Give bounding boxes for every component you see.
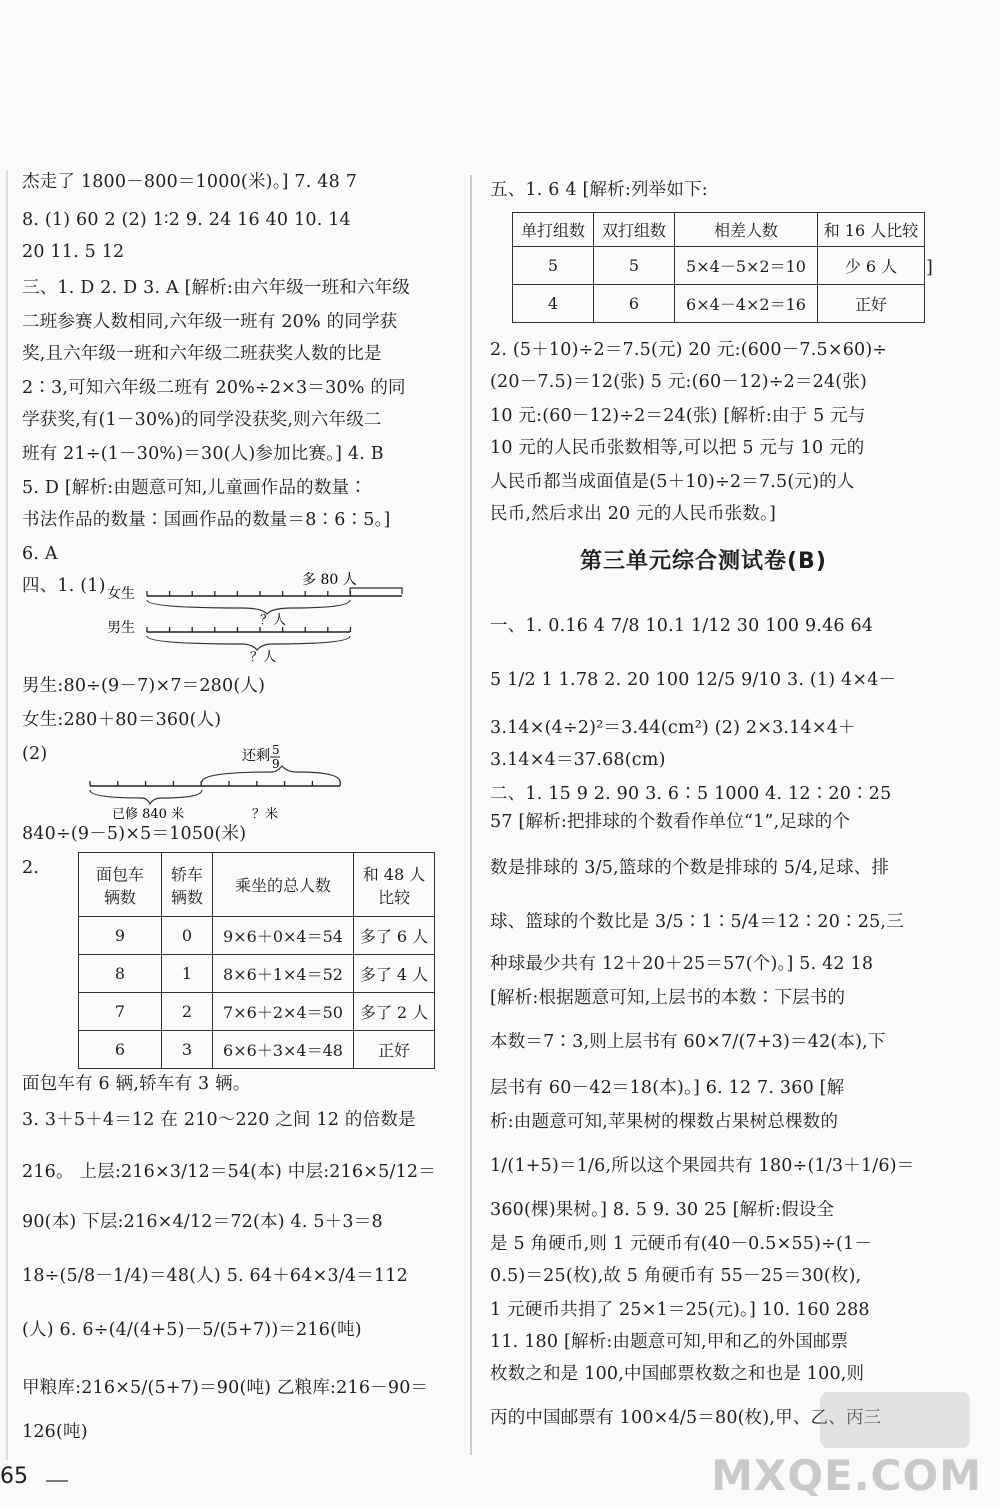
page-number-rule bbox=[46, 1480, 68, 1482]
bracket-close: ] bbox=[926, 258, 934, 278]
text-line: 10 元:(60－12)÷2＝24(张) [解析:由于 5 元与 bbox=[490, 406, 866, 426]
table-header: 和 48 人 比较 bbox=[354, 853, 435, 917]
page-number: 65 bbox=[0, 1464, 28, 1489]
diagram-label: ？米 bbox=[252, 807, 279, 822]
text-line: 3.14×4＝37.68(cm) bbox=[490, 750, 666, 770]
text-line: 2. bbox=[22, 858, 40, 878]
diagram-label: 男生 bbox=[107, 620, 135, 636]
table-header: 面包车 辆数 bbox=[79, 853, 162, 917]
team-table bbox=[512, 212, 925, 323]
text-line: 11. 180 [解析:由题意可知,甲和乙的外国邮票 bbox=[490, 1332, 849, 1352]
binding-edge bbox=[6, 170, 8, 1460]
text-line: 360(棵)果树。] 8. 5 9. 30 25 [解析:假设全 bbox=[490, 1200, 835, 1220]
text-line: 女生:280＋80＝360(人) bbox=[22, 710, 222, 730]
section-heading: 第三单元综合测试卷(B) bbox=[580, 549, 827, 574]
table-row: 9 0 9×6＋0×4＝54 多了 6 人 bbox=[79, 917, 435, 955]
text-line: 奖,且六年级一班和六年级二班获奖人数的比是 bbox=[22, 344, 382, 364]
text-line: 书法作品的数量∶国画作品的数量＝8∶6∶5。] bbox=[22, 510, 391, 530]
text-line: 1 元硬币共捐了 25×1＝25(元)。] 10. 160 288 bbox=[490, 1300, 870, 1320]
text-line: 6. A bbox=[22, 544, 58, 564]
text-line: 数是排球的 3/5,篮球的个数是排球的 5/4,足球、排 bbox=[490, 858, 890, 878]
watermark: MXQE.COM bbox=[711, 1451, 982, 1500]
table-row: 7 2 7×6＋2×4＝50 多了 2 人 bbox=[79, 993, 435, 1031]
text-line: 民币,然后求出 20 元的人民币张数。] bbox=[490, 504, 777, 524]
text-line: [解析:根据题意可知,上层书的本数∶下层书的 bbox=[490, 988, 846, 1008]
table-row: 8 1 8×6＋1×4＝52 多了 4 人 bbox=[79, 955, 435, 993]
text-line: 3. 3＋5＋4＝12 在 210～220 之间 12 的倍数是 bbox=[22, 1110, 416, 1130]
table-row: 5 5 5×4－5×2＝10 少 6 人 bbox=[513, 247, 925, 285]
table-row: 单打组数 双打组数 相差人数 和 16 人比较 bbox=[513, 213, 925, 247]
watermark-badge bbox=[820, 1392, 970, 1448]
text-line: 球、篮球的个数比是 3/5∶1∶5/4＝12∶20∶25,三 bbox=[490, 912, 904, 932]
text-line: 一、1. 0.16 4 7/8 10.1 1/12 30 100 9.46 64 bbox=[490, 616, 874, 636]
diagram-label: ？人 bbox=[260, 613, 287, 628]
text-line: 学获奖,有(1－30%)的同学没获奖,则六年级二 bbox=[22, 410, 382, 430]
table-row: 6 3 6×6＋3×4＝48 正好 bbox=[79, 1031, 435, 1069]
text-line: 126(吨) bbox=[22, 1422, 88, 1442]
diagram-label: 已修 840 米 bbox=[112, 807, 185, 822]
text-line: 5. D [解析:由题意可知,儿童画作品的数量∶ bbox=[22, 478, 367, 498]
column-divider bbox=[470, 175, 472, 1455]
table-row: 4 6 6×4－4×2＝16 正好 bbox=[513, 285, 925, 323]
text-line: 2∶3,可知六年级二班有 20%÷2×3＝30% 的同 bbox=[22, 378, 406, 398]
text-line: 层书有 60－42＝18(本)。] 6. 12 7. 360 [解 bbox=[490, 1078, 845, 1098]
text-line: 5 1/2 1 1.78 2. 20 100 12/5 9/10 3. (1) 4×4－ bbox=[490, 670, 897, 690]
text-line: 8. (1) 60 2 (2) 1∶2 9. 24 16 40 10. 14 bbox=[22, 210, 351, 230]
text-line: 57 [解析:把排球的个数看作单位“1”,足球的个 bbox=[490, 812, 851, 832]
text-line: 1/(1+5)＝1/6,所以这个果园共有 180÷(1/3＋1/6)＝ bbox=[490, 1156, 915, 1176]
diagram-label: 还剩 bbox=[242, 748, 270, 764]
text-line: 析:由题意可知,苹果树的棵数占果树总棵数的 bbox=[490, 1112, 839, 1132]
diagram-label: ？人 bbox=[250, 650, 277, 665]
text-line: 班有 21÷(1－30%)＝30(人)参加比赛。] 4. B bbox=[22, 444, 384, 464]
vehicle-table bbox=[78, 852, 435, 1069]
table-header: 乘坐的总人数 bbox=[213, 853, 354, 917]
text-line: 3.14×(4÷2)²＝3.44(cm²) (2) 2×3.14×4＋ bbox=[490, 718, 856, 738]
text-line: 本数＝7∶3,则上层书有 60×7/(7+3)＝42(本),下 bbox=[490, 1032, 886, 1052]
text-line: 四、1. (1) bbox=[22, 576, 106, 596]
segment-diagram-2 bbox=[82, 740, 402, 822]
diagram-label: 5 bbox=[272, 743, 280, 757]
text-line: 20 11. 5 12 bbox=[22, 242, 125, 262]
text-line: 是 5 角硬币,则 1 元硬币有(40－0.5×55)÷(1－ bbox=[490, 1234, 873, 1254]
text-line: 10 元的人民币张数相等,可以把 5 元与 10 元的 bbox=[490, 438, 865, 458]
text-line: 三、1. D 2. D 3. A [解析:由六年级一班和六年级 bbox=[22, 278, 411, 298]
text-line: (20－7.5)＝12(张) 5 元:(60－12)÷2＝24(张) bbox=[490, 372, 868, 392]
text-line: 丙的中国邮票有 100×4/5＝80(枚),甲、乙、丙三 bbox=[490, 1408, 882, 1428]
diagram-label: 多 80 人 bbox=[302, 572, 357, 588]
text-line: 枚数之和是 100,中国邮票枚数之和也是 100,则 bbox=[490, 1364, 865, 1384]
text-line: 种球最少共有 12＋20＋25＝57(个)。] 5. 42 18 bbox=[490, 954, 874, 974]
text-line: 二班参赛人数相同,六年级一班有 20% 的同学获 bbox=[22, 312, 398, 332]
text-line: 90(本) 下层:216×4/12＝72(本) 4. 5＋3＝8 bbox=[22, 1212, 383, 1232]
text-line: 甲粮库:216×5/(5+7)＝90(吨) 乙粮库:216－90＝ bbox=[22, 1378, 429, 1398]
text-line: (2) bbox=[22, 744, 48, 764]
text-line: 2. (5＋10)÷2＝7.5(元) 20 元:(600－7.5×60)÷ bbox=[490, 340, 888, 360]
text-line: 杰走了 1800－800＝1000(米)。] 7. 48 7 bbox=[22, 172, 358, 192]
table-header: 轿车 辆数 bbox=[162, 853, 213, 917]
text-line: 面包车有 6 辆,轿车有 3 辆。 bbox=[22, 1074, 251, 1094]
text-line: 840÷(9－5)×5＝1050(米) bbox=[22, 824, 247, 844]
text-line: 男生:80÷(9－7)×7＝280(人) bbox=[22, 676, 266, 696]
segment-diagram-1 bbox=[92, 566, 422, 666]
text-line: 二、1. 15 9 2. 90 3. 6∶5 1000 4. 12∶20∶25 bbox=[490, 784, 892, 804]
text-line: 216。 上层:216×3/12＝54(本) 中层:216×5/12＝ bbox=[22, 1162, 436, 1182]
diagram-label: 女生 bbox=[107, 586, 135, 602]
text-line: (人) 6. 6÷(4/(4+5)－5/(5+7))＝216(吨) bbox=[22, 1320, 362, 1340]
text-line: 人民币都当成面值是(5＋10)÷2＝7.5(元)的人 bbox=[490, 472, 855, 492]
text-line: 五、1. 6 4 [解析:列举如下: bbox=[490, 180, 708, 200]
diagram-label: 9 bbox=[272, 757, 280, 771]
text-line: 0.5)＝25(枚),故 5 角硬币有 55－25＝30(枚), bbox=[490, 1266, 862, 1286]
text-line: 18÷(5/8－1/4)＝48(人) 5. 64＋64×3/4＝112 bbox=[22, 1266, 408, 1286]
